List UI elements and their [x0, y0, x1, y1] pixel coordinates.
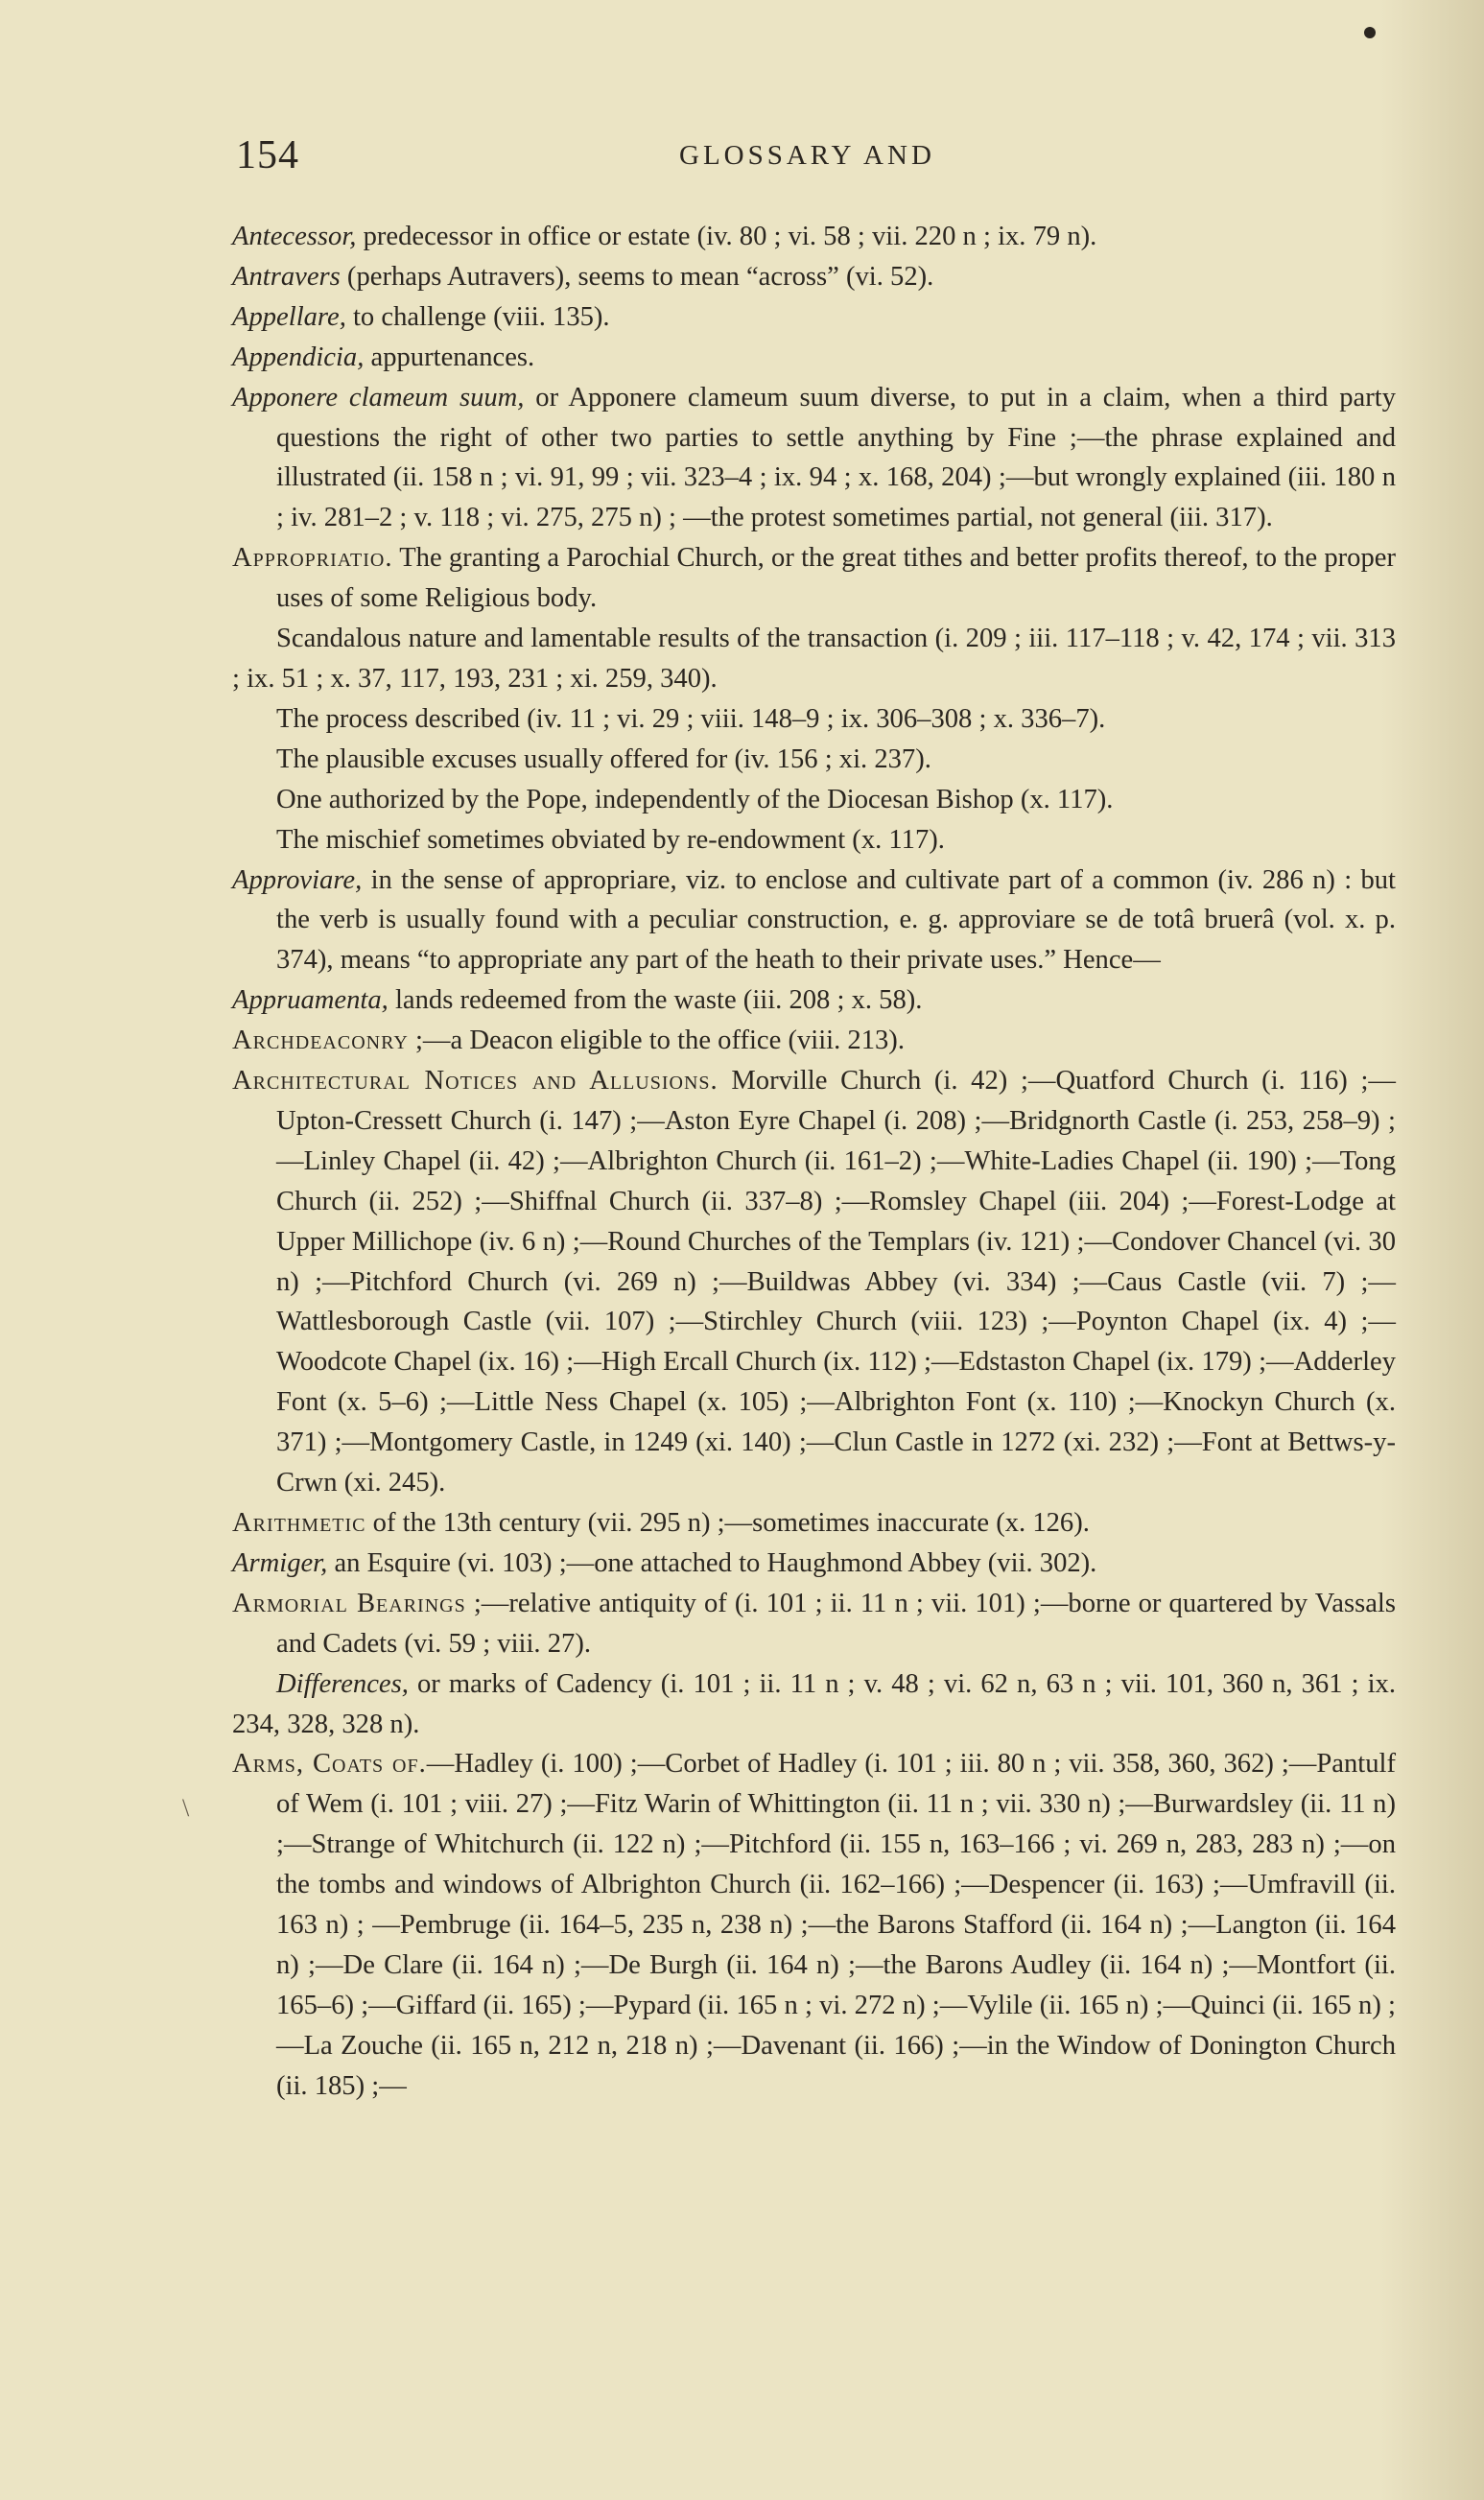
- entry-term: Appellare,: [232, 301, 346, 332]
- entry-term: Approviare,: [232, 864, 363, 895]
- entry-definition: or marks of Cadency (i. 101 ; ii. 11 n ; v. 48 ; vi. 62 n, 63 n ; vii. 101, 360 n, 361 ; ix. 234, 328, 328 n).: [232, 1668, 1396, 1739]
- entry-term: Archdeaconry: [232, 1026, 409, 1056]
- entry-term: Differences,: [276, 1668, 409, 1699]
- entry-term: Antravers: [232, 261, 341, 292]
- entry-term: Armiger,: [232, 1547, 328, 1578]
- entry-definition: (perhaps Autravers), seems to mean “across” (vi. 52).: [340, 261, 934, 292]
- entry-definition: Morville Church (i. 42) ;—Quatford Church (i. 116) ;—Upton-Cressett Church (i. 147) ;—Aston Eyre Chapel (i. 208) ;—Bridgnorth Castle (i. 253, 258–9) ;—Linley Chapel (ii. 42) ;—Albrighton Church (ii. 161–2) ;—White-Ladies Chapel (ii. 190) ;—Tong Church (ii. 252) ;—Shiffnal Church (ii. 337–8) ;—Romsley Chapel (iii. 204) ;—Forest-Lodge at Upper Millichope (iv. 6 n) ;—Round Churches of the Templars (iv. 121) ;—Condover Chancel (vi. 30 n) ;—Pitchford Church (vi. 269 n) ;—Buildwas Abbey (vi. 334) ;—Caus Castle (vii. 7) ;—Wattlesborough Castle (vii. 107) ;—Stirchley Church (viii. 123) ;—Poynton Chapel (ix. 4) ;—Woodcote Chapel (ix. 16) ;—High Ercall Church (ix. 112) ;—Edstaston Chapel (ix. 179) ;—Adderley Font (x. 5–6) ;—Little Ness Chapel (x. 105) ;—Albrighton Font (x. 110) ;—Knockyn Church (x. 371) ;—Montgomery Castle, in 1249 (xi. 140) ;—Clun Castle in 1272 (xi. 232) ;—Font at Bettws-y-Crwn (xi. 245).: [276, 1066, 1396, 1498]
- entry-term: Apponere clameum suum,: [232, 382, 525, 413]
- glossary-entry: [232, 1664, 1396, 1745]
- ink-dot: [1364, 27, 1376, 38]
- running-head: GLOSSARY AND: [679, 140, 935, 171]
- glossary-entry: [232, 619, 1396, 699]
- entry-definition: of the 13th century (vii. 295 n) ;—sometimes inaccurate (x. 126).: [365, 1508, 1090, 1538]
- glossary-body: [232, 217, 1396, 2107]
- glossary-entry: [232, 699, 1396, 740]
- entry-definition: One authorized by the Pope, independently of the Diocesan Bishop (x. 117).: [276, 784, 1114, 814]
- entry-term: Antecessor,: [232, 222, 357, 251]
- glossary-entry: [232, 820, 1396, 861]
- glossary-entry: [232, 1744, 1396, 2106]
- glossary-entry: [232, 861, 1396, 981]
- entry-term: Armorial Bearings: [232, 1588, 466, 1618]
- entry-definition: The mischief sometimes obviated by re-endowment (x. 117).: [276, 824, 945, 855]
- entry-definition: The process described (iv. 11 ; vi. 29 ; viii. 148–9 ; ix. 306–308 ; x. 336–7).: [276, 703, 1106, 734]
- entry-definition: ;—relative antiquity of (i. 101 ; ii. 11 n ; vii. 101) ;—borne or quartered by Vassals and Cadets (vi. 59 ; viii. 27).: [276, 1588, 1396, 1659]
- glossary-entry: [232, 1503, 1396, 1544]
- glossary-entry: [232, 980, 1396, 1021]
- entry-definition: lands redeemed from the waste (iii. 208 ; x. 58).: [388, 985, 923, 1016]
- glossary-entry: [232, 378, 1396, 539]
- glossary-entry: [232, 1021, 1396, 1061]
- margin-mark: \: [182, 1794, 190, 1822]
- glossary-entry: [232, 338, 1396, 378]
- entry-term: Appropriatio.: [232, 543, 393, 574]
- page-number: 154: [236, 133, 299, 177]
- entry-definition: The granting a Parochial Church, or the great tithes and better profits thereof, to the proper uses of some Religious body.: [276, 543, 1396, 614]
- entry-definition: ;—a Deacon eligible to the office (viii. 213).: [408, 1026, 905, 1056]
- page-header: [0, 132, 1484, 190]
- entry-definition: appurtenances.: [364, 342, 535, 372]
- entry-definition: in the sense of appropriare, viz. to enclose and cultivate part of a common (iv. 286 n) : but the verb is usually found with a peculiar construction, e. g. approviare se de totâ bruerâ (vol. x. p. 374), means “to appropriate any part of the heath to their private uses.” Hence—: [276, 864, 1396, 976]
- glossary-entry: [232, 740, 1396, 780]
- entry-definition: or Apponere clameum suum diverse, to put in a claim, when a third party questions the right of other two parties to settle anything by Fine ;—the phrase explained and illustrated (ii. 158 n ; vi. 91, 99 ; vii. 323–4 ; ix. 94 ; x. 168, 204) ;—but wrongly explained (iii. 180 n ; iv. 281–2 ; v. 118 ; vi. 275, 275 n) ; —the protest sometimes partial, not general (iii. 317).: [276, 382, 1397, 533]
- entry-definition: to challenge (viii. 135).: [345, 301, 610, 332]
- entry-definition: Scandalous nature and lamentable results of the transaction (i. 209 ; iii. 117–118 ; v. 42, 174 ; vii. 313 ; ix. 51 ; x. 37, 117, 193, 231 ; xi. 259, 340).: [232, 624, 1396, 694]
- entry-definition: The plausible excuses usually offered for (iv. 156 ; xi. 237).: [276, 743, 931, 774]
- glossary-entry: [232, 538, 1396, 619]
- glossary-entry: [232, 217, 1396, 257]
- glossary-entry: [232, 1584, 1396, 1664]
- glossary-entry: [232, 297, 1396, 338]
- entry-term: Arms, Coats of.: [232, 1749, 427, 1780]
- entry-definition: —Hadley (i. 100) ;—Corbet of Hadley (i. 101 ; iii. 80 n ; vii. 358, 360, 362) ;—Pantulf of Wem (i. 101 ; viii. 27) ;—Fitz Warin of Whittington (ii. 11 n ; vii. 330 n) ;—Burwardsley (ii. 11 n) ;—Strange of Whitchurch (ii. 122 n) ;—Pitchford (ii. 155 n, 163–166 ; vi. 269 n, 283, 283 n) ;—on the tombs and windows of Albrighton Church (ii. 162–166) ;—Despencer (ii. 163) ;—Umfravill (ii. 163 n) ; —Pembruge (ii. 164–5, 235 n, 238 n) ;—the Barons Stafford (ii. 164 n) ;—Langton (ii. 164 n) ;—De Clare (ii. 164 n) ;—De Burgh (ii. 164 n) ;—the Barons Audley (ii. 164 n) ;—Montfort (ii. 165–6) ;—Giffard (ii. 165) ;—Pypard (ii. 165 n ; vi. 272 n) ;—Vylile (ii. 165 n) ;—Quinci (ii. 165 n) ;—La Zouche (ii. 165 n, 212 n, 218 n) ;—Davenant (ii. 166) ;—in the Window of Donington Church (ii. 185) ;—: [276, 1749, 1396, 2101]
- glossary-entry: [232, 1061, 1396, 1503]
- glossary-entry: [232, 1544, 1396, 1584]
- entry-term: Appruamenta,: [232, 985, 389, 1016]
- entry-term: Appendicia,: [232, 342, 365, 372]
- entry-term: Architectural Notices and Allusions.: [232, 1066, 718, 1097]
- entry-term: Arithmetic: [232, 1508, 366, 1538]
- entry-definition: an Esquire (vi. 103) ;—one attached to Haughmond Abbey (vii. 302).: [327, 1547, 1097, 1578]
- glossary-entry: [232, 780, 1396, 820]
- glossary-entry: [232, 257, 1396, 297]
- entry-definition: predecessor in office or estate (iv. 80 ; vi. 58 ; vii. 220 n ; ix. 79 n).: [356, 222, 1097, 251]
